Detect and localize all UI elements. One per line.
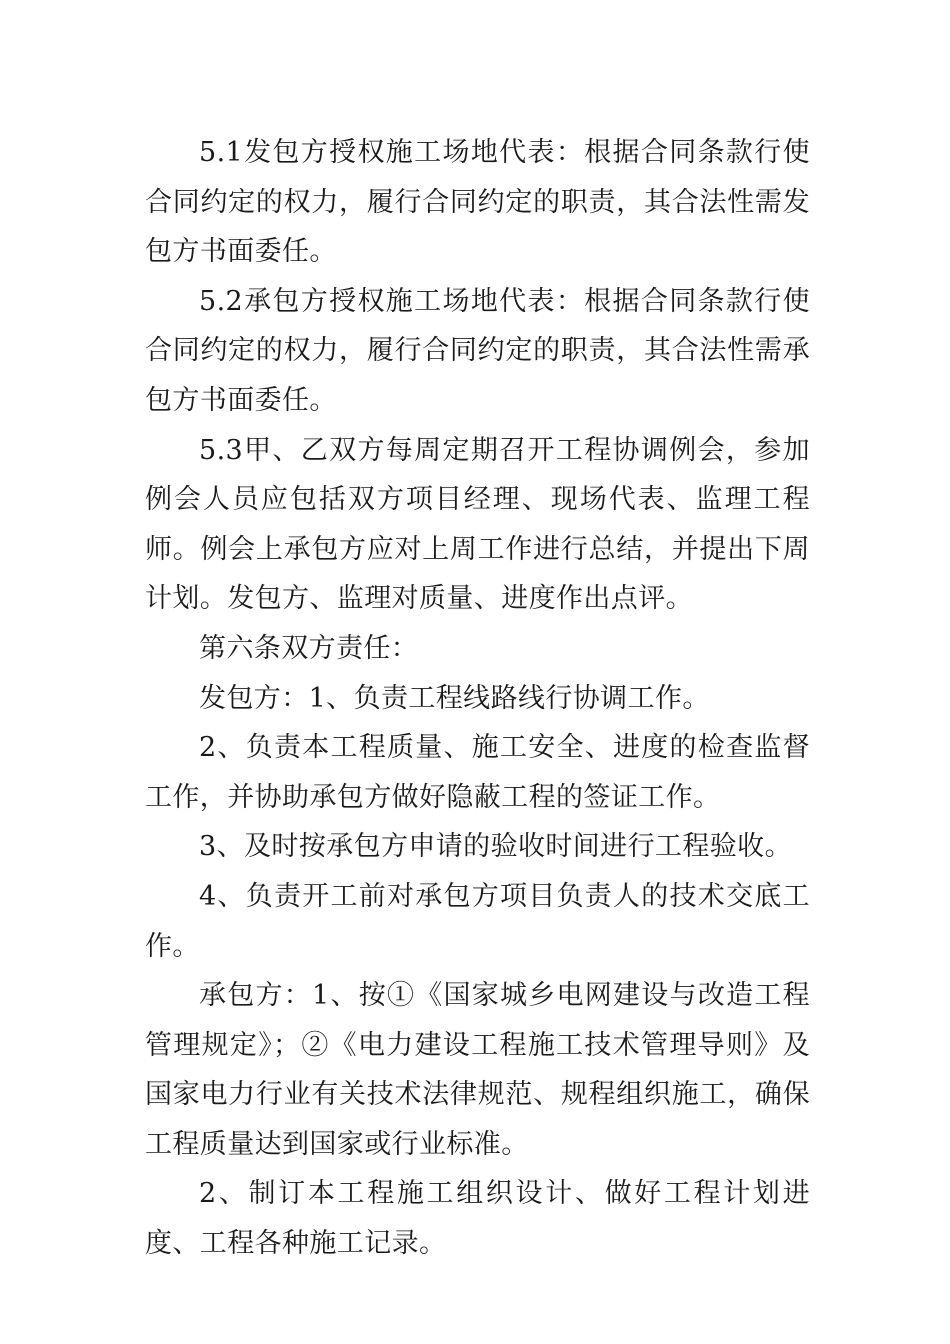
paragraph-5-3: 5.3甲、乙双方每周定期召开工程协调例会，参加例会人员应包括双方项目经理、现场代表、监理工程师。例会上承包方应对上周工作进行总结，并提出下周计划。发包方、监理对质量、进度作出点评。 — [145, 434, 810, 615]
paragraph-5-1: 5.1发包方授权施工场地代表：根据合同条款行使合同约定的权力，履行合同约定的职责，其合法性需发包方书面委任。 — [145, 137, 810, 268]
contractor-duty-1: 承包方：1、按①《国家城乡电网建设与改造工程管理规定》；②《电力建设工程施工技术管理导则》及国家电力行业有关技术法律规范、规程组织施工，确保工程质量达到国家或行业标准。 — [145, 980, 810, 1160]
paragraph-5-2: 5.2承包方授权施工场地代表：根据合同条款行使合同约定的权力，履行合同约定的职责，其合法性需承包方书面委任。 — [145, 285, 810, 416]
employer-duty-3: 3、及时按承包方申请的验收时间进行工程验收。 — [199, 831, 792, 863]
document-body — [145, 128, 810, 1269]
contractor-duty-2: 2、制订本工程施工组织设计、做好工程计划进度、工程各种施工记录。 — [145, 1178, 810, 1260]
employer-duty-4: 4、负责开工前对承包方项目负责人的技术交底工作。 — [145, 880, 810, 962]
employer-duty-2: 2、负责本工程质量、施工安全、进度的检查监督工作，并协助承包方做好隐蔽工程的签证工作。 — [145, 732, 810, 813]
employer-duty-1: 发包方：1、负责工程线路线行协调工作。 — [199, 682, 710, 714]
article-6-heading: 第六条双方责任： — [199, 632, 419, 664]
